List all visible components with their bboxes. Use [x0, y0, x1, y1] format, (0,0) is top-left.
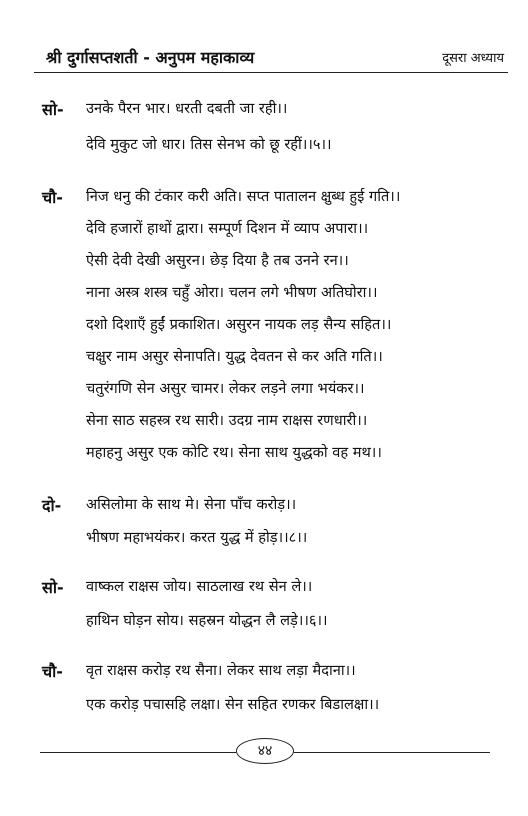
verse-line: असिलोमा के साथ मे। सेना पाँच करोड़।।: [86, 496, 297, 513]
verse-line: देवि हजारों हाथों द्वारा। सम्पूर्ण दिशन में व्याप अपारा।।: [86, 220, 369, 237]
verse-line: उनके पैरन भार। धरती दबती जा रही।।: [86, 100, 288, 117]
stanza-label: सो-: [42, 100, 64, 119]
verse-line: चतुरंगणि सेन असुर चामर। लेकर लड़ने लगा भयंकर।।: [86, 380, 365, 397]
verse-line: महाहनु असुर एक कोटि रथ। सेना साथ युद्धको वह मथ।।: [86, 444, 382, 461]
book-title: श्री दुर्गासप्तशती - अनुपम महाकाव्य: [46, 48, 255, 67]
verse-line: ऐसी देवी देखी असुरन। छेड़ दिया है तब उनने रन।।: [86, 252, 349, 269]
verse-line: वृत राक्षस करोड़ रथ सैना। लेकर साथ लड़ा मैदाना।।: [86, 662, 356, 679]
verse-line: वाष्कल राक्षस जोय। साठलाख रथ सेन ले।।: [86, 578, 313, 595]
verse-line: सेना साठ सहस्त्र रथ सारी। उदग्र नाम राक्षस रणधारी।।: [86, 412, 368, 429]
verse-line: हाथिन घोड़न सोय। सहस्रन योद्धन लै लड़े।।६।।: [86, 612, 328, 629]
verse-line: दशो दिशाएँ हुईं प्रकाशित। असुरन नायक लड़ सैन्य सहित।।: [86, 316, 392, 333]
verse-line: नाना अस्त्र शस्त्र चहुँ ओरा। चलन लगे भीषण अतिघोरा।।: [86, 284, 378, 301]
stanza-label: चौ-: [42, 662, 63, 681]
verse-line: देवि मुकुट जो धार। तिस सेनभ को छू रहीं।।५।।: [86, 136, 332, 153]
verse-line: एक करोड़ पचासहि लक्षा। सेन सहित रणकर बिडालक्षा।।: [86, 696, 380, 713]
chapter-title: दूसरा अध्याय: [442, 51, 504, 66]
stanza-label: चौ-: [42, 188, 63, 207]
page-number: ४४: [236, 738, 294, 764]
stanza-label: दो-: [42, 496, 62, 515]
verse-line: भीषण महाभयंकर। करत युद्ध में होड़।।८।।: [86, 529, 308, 546]
verse-line: चक्षुर नाम असुर सेनापति। युद्ध देवतन से कर अति गति।।: [86, 348, 383, 365]
page-header: [34, 44, 508, 73]
verse-line: निज धनु की टंकार करी अति। सप्त पातालन क्षुब्ध हुई गति।।: [86, 188, 401, 205]
page-number-rule-left: [40, 752, 236, 753]
page-number-rule-right: [294, 752, 490, 753]
stanza-label: सो-: [42, 578, 64, 597]
